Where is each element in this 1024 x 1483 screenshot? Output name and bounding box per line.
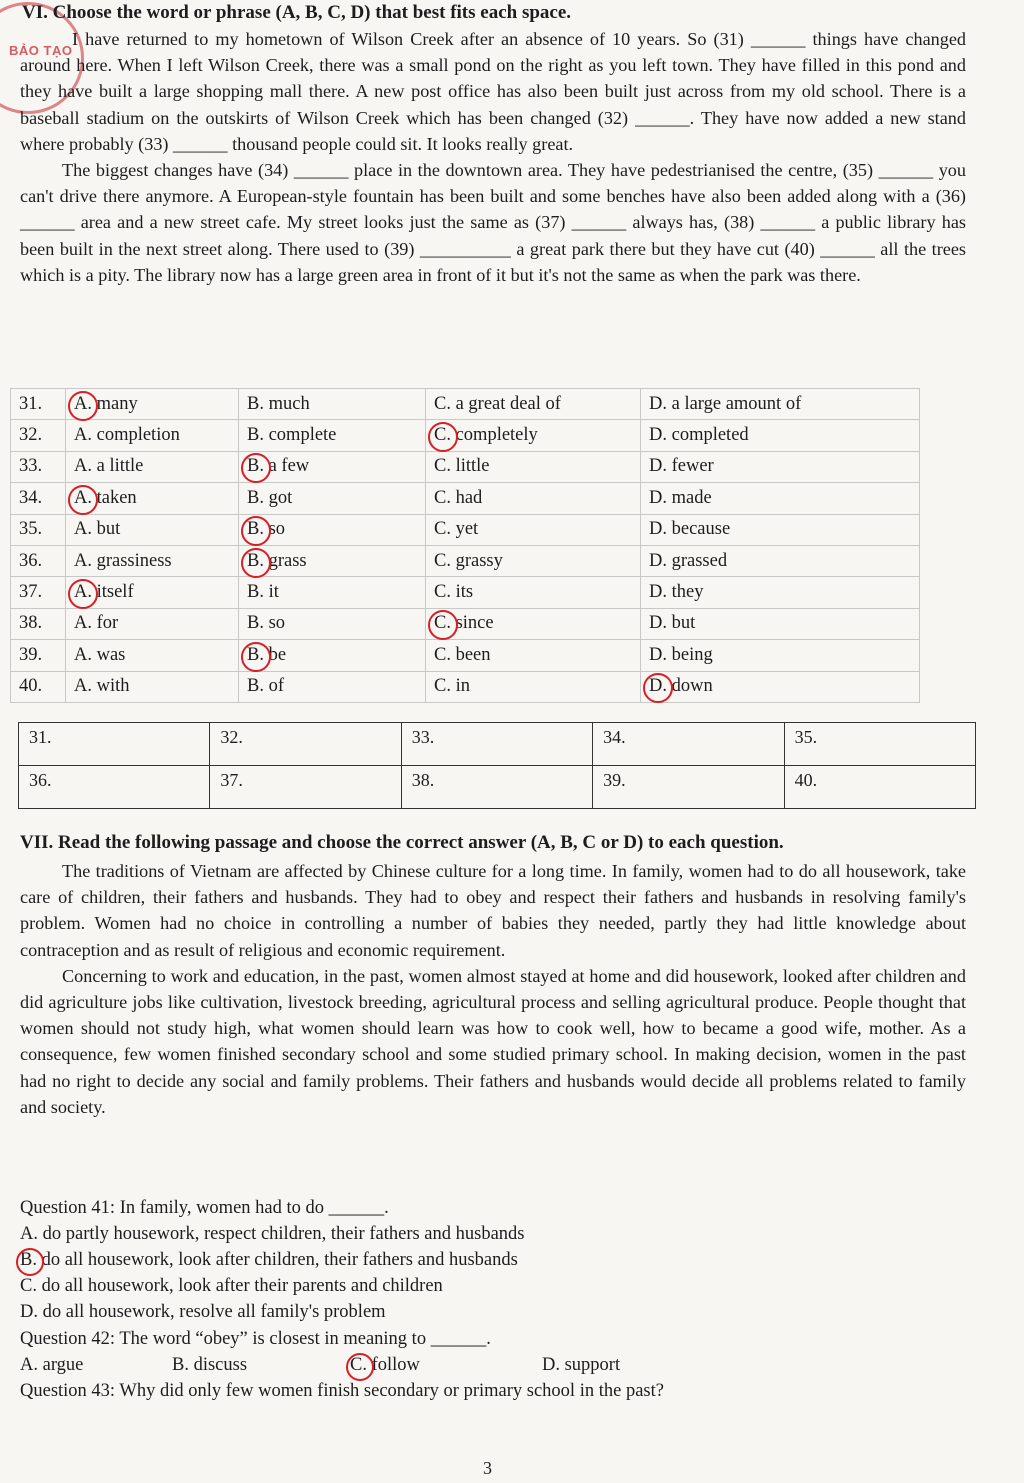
option-text[interactable]: D. do all housework, resolve all family's problem [20, 1302, 386, 1322]
question-number: 32. [11, 420, 66, 451]
question-number: 33. [11, 451, 66, 482]
option[interactable]: C. its [434, 582, 474, 603]
option-cell [641, 577, 920, 608]
section6-passage [20, 26, 966, 288]
selected-option[interactable]: D. down [649, 676, 713, 697]
answer-cell[interactable]: 36. [19, 766, 210, 809]
option-text[interactable]: C. do all housework, look after their parents and children [20, 1276, 443, 1296]
option-cell [66, 545, 239, 576]
option[interactable]: A. for [74, 613, 119, 634]
option-cell [641, 608, 920, 639]
question-41-stem: Question 41: In family, women had to do ______. [20, 1198, 389, 1218]
answer-grid-row [19, 723, 976, 766]
question-41-option-d [20, 1302, 386, 1323]
question-42-option-b[interactable]: B. discuss [172, 1355, 248, 1375]
selected-option[interactable]: B. so [247, 519, 286, 540]
option[interactable]: C. had [434, 487, 483, 508]
option[interactable]: A. grassiness [74, 550, 172, 571]
option[interactable]: B. so [247, 613, 286, 634]
question-number: 40. [11, 671, 66, 702]
question-row [11, 389, 920, 420]
answer-cell[interactable]: 34. [593, 723, 784, 766]
option[interactable]: A. but [74, 519, 121, 540]
option-cell [641, 545, 920, 576]
question-row [11, 671, 920, 702]
answer-cell[interactable]: 37. [210, 766, 401, 809]
options-table [10, 388, 920, 703]
section6-heading: VI. Choose the word or phrase (A, B, C, D) that best fits each space. [22, 2, 572, 23]
stamp-label: BẢO TẠO [9, 43, 73, 58]
option[interactable]: B. got [247, 487, 293, 508]
selected-option[interactable]: B. a few [247, 456, 310, 477]
section7-heading: VII. Read the following passage and choose the correct answer (A, B, C or D) to each question. [20, 832, 784, 853]
option-text[interactable]: A. do partly housework, respect children, their fathers and husbands [20, 1224, 525, 1244]
option-text-selected[interactable]: B. do all housework, look after children, their fathers and husbands [20, 1250, 518, 1270]
question-row [11, 640, 920, 671]
selected-option[interactable]: A. many [74, 393, 138, 414]
option[interactable]: C. grassy [434, 550, 503, 571]
option-cell [66, 608, 239, 639]
question-row [11, 545, 920, 576]
option[interactable]: D. completed [649, 425, 749, 446]
option-cell [641, 671, 920, 702]
question-42-stem: Question 42: The word “obey” is closest in meaning to ______. [20, 1329, 491, 1349]
answer-cell[interactable]: 39. [593, 766, 784, 809]
answer-cell[interactable]: 40. [784, 766, 975, 809]
option[interactable]: D. made [649, 487, 712, 508]
question-42-option-a[interactable]: A. argue [20, 1355, 84, 1375]
option-cell [641, 451, 920, 482]
option-cell [66, 389, 239, 420]
option-cell [426, 514, 641, 545]
option[interactable]: D. but [649, 613, 696, 634]
question-number: 31. [11, 389, 66, 420]
question-number: 35. [11, 514, 66, 545]
option[interactable]: A. was [74, 644, 126, 665]
option-cell [66, 483, 239, 514]
selected-option[interactable]: A. taken [74, 487, 137, 508]
selected-option[interactable]: B. be [247, 644, 287, 665]
question-row [11, 451, 920, 482]
selected-option[interactable]: C. since [434, 613, 494, 634]
answer-cell[interactable]: 32. [210, 723, 401, 766]
option-cell [239, 451, 426, 482]
option[interactable]: C. been [434, 644, 491, 665]
answer-cell[interactable]: 35. [784, 723, 975, 766]
question-41-option-b [20, 1250, 518, 1271]
option-cell [66, 451, 239, 482]
option-cell [426, 640, 641, 671]
question-number: 37. [11, 577, 66, 608]
option-cell [66, 514, 239, 545]
option-cell [641, 420, 920, 451]
selected-option[interactable]: C. completely [434, 425, 538, 446]
question-row [11, 483, 920, 514]
option-cell [426, 608, 641, 639]
question-42-option-c[interactable]: C. follow [350, 1355, 420, 1375]
option-cell [239, 420, 426, 451]
option-cell [66, 577, 239, 608]
answer-cell[interactable]: 33. [401, 723, 592, 766]
option-cell [426, 671, 641, 702]
option-cell [239, 671, 426, 702]
option[interactable]: D. because [649, 519, 731, 540]
selected-option[interactable]: B. grass [247, 550, 307, 571]
option-cell [66, 671, 239, 702]
page-number: 3 [483, 1458, 492, 1478]
option-cell [641, 483, 920, 514]
answer-cell[interactable]: 38. [401, 766, 592, 809]
answer-grid [18, 722, 976, 809]
option-cell [426, 577, 641, 608]
question-row [11, 608, 920, 639]
option[interactable]: B. much [247, 393, 310, 414]
option-cell [239, 514, 426, 545]
option[interactable]: D. a large amount of [649, 393, 802, 414]
option[interactable]: A. completion [74, 425, 180, 446]
option-cell [239, 640, 426, 671]
option-cell [239, 577, 426, 608]
option-cell [641, 389, 920, 420]
question-number: 39. [11, 640, 66, 671]
option-cell [426, 483, 641, 514]
question-41-option-c [20, 1276, 443, 1297]
option[interactable]: D. fewer [649, 456, 714, 477]
question-row [11, 514, 920, 545]
question-number: 38. [11, 608, 66, 639]
question-row [11, 420, 920, 451]
question-row [11, 577, 920, 608]
section7-paragraph-2: Concerning to work and education, in the past, women almost stayed at home and did housework, looked after children and did agriculture jobs like cultivation, livestock breeding, agricultural process and selling agricultural produce. People thought that women should not study high, what women should learn was how to cook well, how to became a good wife, mother. As a consequence, few women finished secondary school and some studied primary school. In making decision, women in the past had no right to decide any social and family problems. Their fathers and husbands would decide all problems related to family and society. [20, 965, 966, 1117]
option-cell [641, 514, 920, 545]
option-cell [239, 608, 426, 639]
option[interactable]: D. grassed [649, 550, 728, 571]
option-cell [66, 640, 239, 671]
option-cell [426, 545, 641, 576]
section6-paragraph-2: The biggest changes have (34) ______ place in the downtown area. They have pedestrianised the centre, (35) ______ you can't drive there anymore. A European-style fountain has been built and some benches have also been added along with a (36) ______ area and a new street cafe. My street looks just the same as (37) ______ always has, (38) ______ a public library has been built in the next street along. There used to (39) __________ a great park there but they have cut (40) ______ all the trees which is a pity. The library now has a large green area in front of it but it's not the same as when the park was there. [20, 160, 966, 285]
answer-grid-row [19, 766, 976, 809]
option-cell [239, 389, 426, 420]
option-cell [426, 420, 641, 451]
option[interactable]: D. being [649, 644, 713, 665]
option-cell [239, 545, 426, 576]
section6-paragraph-1: I have returned to my hometown of Wilson Creek after an absence of 10 years. So (31) ______ things have changed around here. When I left Wilson Creek, there was a small pond on the right as you left town. They have filled in this pond and they have built a large shopping mall there. A new post office has also been built just across from my old school. There is a baseball stadium on the outskirts of Wilson Creek which has been changed (32) ______. They have now added a new stand where probably (33) ______ thousand people could sit. It looks really great. [20, 29, 966, 154]
question-43-stem: Question 43: Why did only few women finish secondary or primary school in the past? [20, 1381, 664, 1401]
option[interactable]: C. yet [434, 519, 479, 540]
option-cell [239, 483, 426, 514]
question-42-option-d[interactable]: D. support [542, 1355, 621, 1375]
section7-passage [20, 858, 966, 1120]
option[interactable]: A. a little [74, 456, 144, 477]
option-cell [426, 451, 641, 482]
option-cell [426, 389, 641, 420]
question-42-options [20, 1355, 720, 1381]
question-41-option-a [20, 1224, 525, 1245]
answer-cell[interactable]: 31. [19, 723, 210, 766]
option[interactable]: A. with [74, 676, 130, 697]
option[interactable]: C. a great deal of [434, 393, 561, 414]
option[interactable]: B. it [247, 582, 279, 603]
option-cell [66, 420, 239, 451]
option-cell [641, 640, 920, 671]
option[interactable]: B. of [247, 676, 284, 697]
option[interactable]: B. complete [247, 425, 337, 446]
option[interactable]: C. little [434, 456, 490, 477]
question-number: 34. [11, 483, 66, 514]
section7-paragraph-1: The traditions of Vietnam are affected by Chinese culture for a long time. In family, women had to do all housework, take care of children, their fathers and husbands. They had to obey and respect their fathers and husbands in resolving family's problem. Women had no choice in controlling a number of babies they needed, partly they had little knowledge about contraception and as result of religious and economic requirement. [20, 861, 966, 960]
option[interactable]: D. they [649, 582, 704, 603]
option[interactable]: C. in [434, 676, 470, 697]
question-number: 36. [11, 545, 66, 576]
selected-option[interactable]: A. itself [74, 582, 134, 603]
